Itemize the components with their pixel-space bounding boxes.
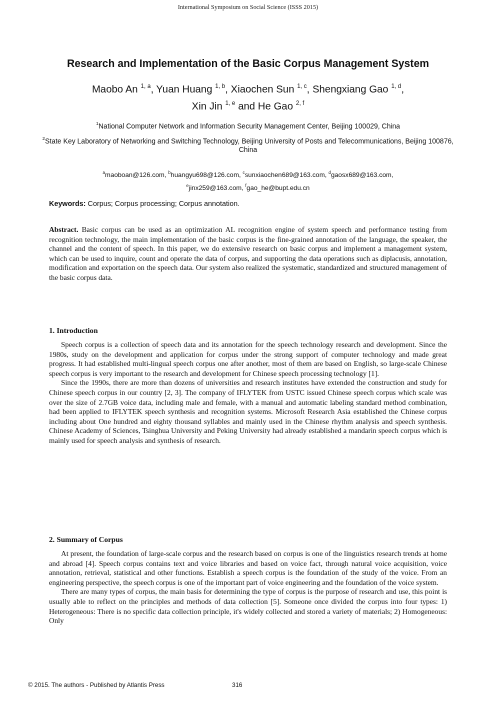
copyright-notice: © 2015. The authors - Published by Atlantis Press [28,682,165,689]
affiliation-text: State Key Laboratory of Networking and Switching Technology, Beijing University of Posts and Telecommunications, Beijing 100876, China [44,138,454,155]
affiliations [40,119,456,158]
email-sup: b [168,170,171,175]
abstract-text: Basic corpus can be used as an optimization AL recognition engine of system speech and performance testing from recognition technology, the main implementation of the basic corpus is the fine-grained annotation of the language, the speaker, the channel and the content of speech. In this paper, we do extensive research on basic corpus and implement a management system, which can be used to inquire, count and operate the data of corpus, and supporting the data operations such as diplacusis, annotation, modification and exportation on the speech data. Our system also realized the systematic, standardized and structured management of the basic corpus data. [49,225,447,282]
author-name: Yuan Huang [156,84,213,96]
affiliation [40,119,456,132]
author-sup: 1, d [391,84,402,90]
email: huangyu698@126.com, [170,172,241,180]
email: sunxiaochen689@163.com, [244,172,327,180]
affiliation-sup: 2 [42,135,45,141]
author-joiner: and [238,101,256,113]
paragraph: There are many types of corpus, the main basis for determining the type of corpus is the purpose of research and use, this point is usually able to reflect on the principles and methods of data collection [5]. Someone once divided the corpus into four types: 1) Heterogeneous: There is no specific data collection principle, it's widely collected and stored a variety of materials; 2) Homogeneous: Only [49,587,447,626]
conference-header: International Symposium on Social Science (ISSS 2015) [177,4,319,11]
author-name: Xiaochen Sun [230,84,295,96]
author-name: Xin Jin [191,101,223,113]
email-sup: c [242,170,245,175]
abstract-label: Abstract. [49,225,79,234]
author-sup: 1, a [140,84,151,90]
email-sup: f [245,182,247,188]
section-heading: 2. Summary of Corpus [49,535,123,544]
author-list: Maobo An $^{1, a}$, Yuan Huang $^{1, b}$, Xiaochen Sun $^{1, c}$, Shengxiang Gao $^{1, d}$, Xin Jin $^{1, e}$ and He Gao $^{2, f}$ [91,84,405,113]
affiliation-text: National Computer Network and Information Security Management Center, Beijing 100029, China [98,123,401,131]
author-name: Shengxiang Gao [312,84,389,96]
email-list [40,168,456,193]
email: jinx259@163.com, [188,184,244,192]
affiliation-sup: 1 [95,121,99,126]
page-number: 316 [232,682,243,689]
author-name: Maobo An [91,84,138,96]
paragraph: Since the 1990s, there are more than dozens of universities and research institutes have extended the construction and study for Chinese speech corpus in our country [2, 3]. The company of IFLYTEK from USTC issued Chinese speech corpus which scale was over the size of 2.7GB voice data, including male and female, with a manual and automatic labeling standard method combination, had been applied to IFLYTEK speech synthesis and recognition systems. Microsoft Research Asia established the Chinese corpus including about One hundred and eighty thousand syllables and mainly used in the Chinese rhythm analysis and speech synthesis. Chinese Academy of Sciences, Tsinghua University and Peking University had already established a mandarin speech corpus which is mainly used for speech analysis and synthesis of research. [49,378,447,445]
email-sup: a [102,170,106,175]
affiliation [40,134,456,156]
paper-title: Research and Implementation of the Basic Corpus Management System [66,58,430,70]
author-sup: 2, f [295,101,305,108]
section-heading: 1. Introduction [49,326,98,335]
paragraph: Speech corpus is a collection of speech data and its annotation for the speech technology research and development. Since the 1980s, study on the development and application for corpus under the strong support of computer technology and made great progress. It had established multi-lingual speech corpus one after another, most of them are based on English, so large-scale Chinese speech corpus is very important to the research and development for Chinese speech processing technology [1]. [49,340,447,378]
email: gaosx689@163.com, [330,172,394,180]
email: maoboan@126.com, [105,172,167,180]
section-body [49,549,447,626]
author-sup: 1, e [225,101,236,108]
author-name: He Gao [257,101,294,113]
author-sup: 1, b [215,84,226,90]
paragraph: At present, the foundation of large-scale corpus and the research based on corpus is one of the linguistics research trends at home and abroad [4]. Speech corpus contains text and voice libraries and based on voice fact, through natural voice acquisition, voice annotation, retrieval, statistical and other functions. Establish a speech corpus is the foundation of the study of the voice. From an engineering perspective, the speech corpus is one of the important part of voice engineering and the foundation of the voice system. [49,549,447,587]
keywords-label: Keywords: [49,199,86,208]
section-body [49,340,447,446]
email-sup: e [186,182,189,188]
email-sup: d [328,170,331,175]
author-sup: 1, c [297,84,307,90]
abstract [49,225,447,282]
keywords [49,199,447,208]
email: gao_he@bupt.edu.cn [246,184,310,192]
keywords-text: Corpus; Corpus processing; Corpus annotation. [87,199,240,208]
